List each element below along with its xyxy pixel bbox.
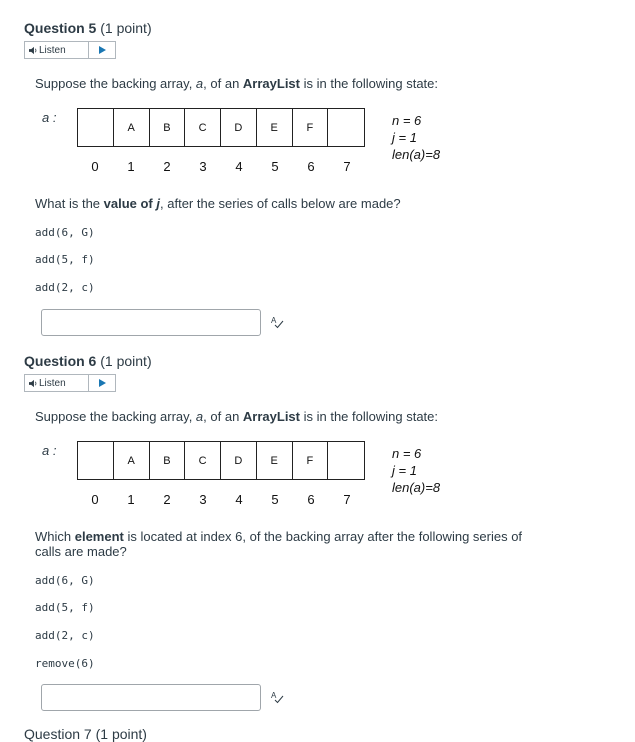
array-variables — [392, 445, 440, 496]
call-line: add(5, f) — [35, 253, 95, 266]
array-indices — [77, 159, 365, 174]
array-cell: B — [150, 109, 186, 146]
q6-prompt: Which element is located at index 6, of the backing array after the following series of calls are made? — [35, 529, 523, 559]
index-label: 4 — [235, 492, 243, 507]
index-label: 1 — [127, 159, 135, 174]
array-cell — [328, 109, 364, 146]
array-variables — [392, 112, 440, 163]
index-label: 4 — [235, 159, 243, 174]
speaker-icon — [29, 379, 38, 388]
listen-label-button[interactable]: Listen — [25, 375, 89, 391]
index-label: 7 — [343, 492, 351, 507]
call-line: add(2, c) — [35, 281, 95, 294]
array-cell: C — [185, 442, 221, 479]
var-n: n = 6 — [392, 446, 422, 461]
var-j: j = 1 — [392, 130, 417, 145]
array-cell: F — [293, 442, 329, 479]
array-cell: A — [114, 442, 150, 479]
svg-text:A: A — [271, 691, 277, 700]
index-label: 3 — [199, 159, 207, 174]
listen-label-button[interactable]: Listen — [25, 42, 89, 58]
q6-intro: Suppose the backing array, a, of an ArrayList is in the following state: — [35, 409, 439, 424]
play-icon — [99, 379, 106, 387]
var-n: n = 6 — [392, 113, 422, 128]
array-cell: D — [221, 109, 257, 146]
index-label: 0 — [91, 492, 99, 507]
call-line: add(2, c) — [35, 629, 95, 642]
play-icon — [99, 46, 106, 54]
speaker-icon — [29, 46, 38, 55]
spellcheck-icon[interactable] — [270, 690, 284, 704]
index-label: 0 — [91, 159, 99, 174]
listen-button-q5[interactable] — [24, 41, 116, 59]
index-label: 1 — [127, 492, 135, 507]
index-label: 5 — [271, 159, 279, 174]
array-cell — [328, 442, 364, 479]
var-j: j = 1 — [392, 463, 417, 478]
q5-answer-input[interactable] — [41, 309, 261, 336]
spellcheck-icon[interactable] — [270, 315, 284, 329]
index-label: 6 — [307, 159, 315, 174]
question-6-title: Question 6 (1 point) — [24, 353, 152, 369]
array-label: a : — [42, 110, 57, 125]
array-cell — [78, 109, 114, 146]
call-line: remove(6) — [35, 657, 95, 670]
var-len: len(a)=8 — [392, 147, 441, 162]
call-line: add(6, G) — [35, 226, 95, 239]
array-diagram — [77, 441, 365, 480]
array-diagram — [77, 108, 365, 147]
call-line: add(6, G) — [35, 574, 95, 587]
array-indices — [77, 492, 365, 507]
index-label: 2 — [163, 159, 171, 174]
q5-prompt: What is the value of j, after the series of calls below are made? — [35, 196, 401, 211]
index-label: 7 — [343, 159, 351, 174]
svg-text:A: A — [271, 316, 277, 325]
q6-answer-input[interactable] — [41, 684, 261, 711]
var-len: len(a)=8 — [392, 480, 441, 495]
array-cell: D — [221, 442, 257, 479]
listen-button-q6[interactable] — [24, 374, 116, 392]
index-label: 2 — [163, 492, 171, 507]
play-button[interactable] — [89, 42, 115, 58]
index-label: 3 — [199, 492, 207, 507]
index-label: 6 — [307, 492, 315, 507]
array-cell: E — [257, 109, 293, 146]
array-cell — [78, 442, 114, 479]
call-line: add(5, f) — [35, 601, 95, 614]
array-cell: F — [293, 109, 329, 146]
q5-intro: Suppose the backing array, a, of an ArrayList is in the following state: — [35, 76, 439, 91]
index-label: 5 — [271, 492, 279, 507]
array-cell: B — [150, 442, 186, 479]
play-button[interactable] — [89, 375, 115, 391]
array-label: a : — [42, 443, 57, 458]
array-cell: E — [257, 442, 293, 479]
question-7-title: Question 7 (1 point) — [24, 726, 147, 742]
array-cell: C — [185, 109, 221, 146]
question-5-title: Question 5 (1 point) — [24, 20, 152, 36]
array-cell: A — [114, 109, 150, 146]
